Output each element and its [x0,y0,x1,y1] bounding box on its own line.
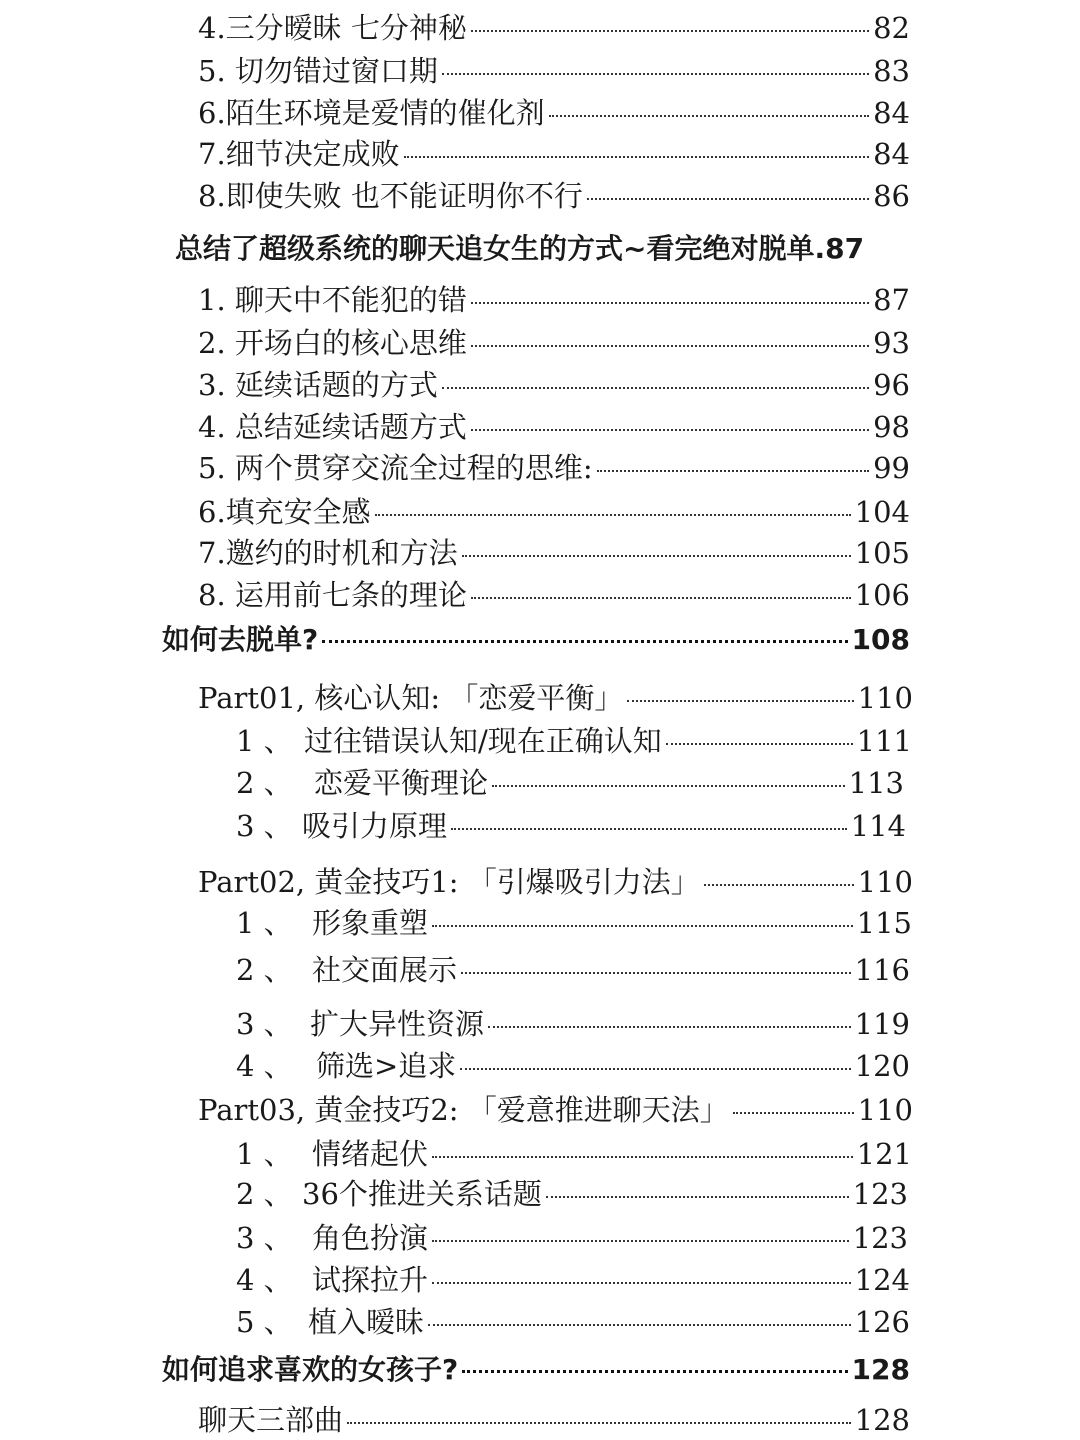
toc-entry-page: 98 [873,410,910,444]
toc-entry [236,1262,910,1298]
toc-entry-title: 7.细节决定成败 [198,137,400,171]
toc-section-heading [162,622,910,658]
toc-part-title: Part01, 核心认知: 「恋爱平衡」 [198,681,624,715]
dot-leader [462,1370,847,1373]
toc-entry [198,494,910,530]
toc-entry [198,1402,910,1438]
toc-entry-title: 情绪起伏 [312,1137,429,1171]
toc-entry [198,450,910,486]
toc-entry-page: 104 [854,495,910,529]
dot-leader [461,972,851,974]
dot-leader [587,198,869,200]
toc-part-heading [198,680,913,716]
toc-entry-title: 2. 开场白的核心思维 [198,326,467,360]
toc-entry-title: 吸引力原理 [302,809,448,843]
dot-leader [471,30,869,32]
dot-leader [471,597,851,599]
toc-entry-title: 筛选>追求 [316,1049,457,1083]
toc-entry-page: 123 [852,1177,908,1211]
dot-leader [432,1156,853,1158]
toc-entry-page: 124 [854,1263,910,1297]
toc-entry-title: 聊天三部曲 [198,1403,344,1437]
toc-entry-page: 106 [854,578,910,612]
toc-section-title: 如何去脱单? [162,623,319,656]
toc-entry-page: 123 [852,1221,908,1255]
toc-entry [236,1304,910,1340]
dot-leader [666,743,853,745]
toc-entry-title: 恋爱平衡理论 [314,766,489,800]
toc-entry [198,535,910,571]
toc-entry-title: 36个推进关系话题 [302,1177,542,1211]
toc-entry-page: 86 [873,179,910,213]
toc-section-title: 如何追求喜欢的女孩子? [162,1353,459,1386]
dot-leader [375,514,851,516]
toc-entry [198,178,910,214]
toc-section-heading [162,1352,910,1388]
toc-entry [236,952,910,988]
toc-entry-number: 1 、 [236,906,293,940]
toc-entry-title: 5. 两个贯穿交流全过程的思维: [198,451,593,485]
toc-entry-page: 121 [856,1137,912,1171]
toc-entry [236,1176,908,1212]
toc-entry-title: 3. 延续话题的方式 [198,368,438,402]
toc-entry [236,1136,912,1172]
toc-section-page: 108 [851,623,910,656]
toc-section-title: 总结了超级系统的聊天追女生的方式~看完绝对脱单.87 [175,232,865,265]
toc-part-title: Part02, 黄金技巧1: 「引爆吸引力法」 [198,865,700,899]
toc-entry-number: 3 、 [236,1007,293,1041]
toc-entry-page: 120 [854,1049,910,1083]
toc-entry-title: 形象重塑 [312,906,429,940]
toc-entry-title: 4. 总结延续话题方式 [198,410,467,444]
toc-entry-page: 114 [850,809,906,843]
toc-entry-title: 8.即使失败 也不能证明你不行 [198,179,583,213]
toc-section-heading [175,231,935,267]
toc-entry [198,282,910,318]
toc-entry [198,409,910,445]
toc-entry [236,808,906,844]
toc-entry-page: 96 [873,368,910,402]
dot-leader [442,73,869,75]
toc-part-page: 110 [857,865,913,899]
toc-entry-number: 4 、 [236,1263,293,1297]
toc-entry-page: 111 [856,724,912,758]
toc-entry-page: 115 [856,906,912,940]
dot-leader [546,1196,849,1198]
toc-entry-title: 4.三分暧昧 七分神秘 [198,11,467,45]
toc-entry-title: 扩大异性资源 [310,1007,485,1041]
dot-leader [432,1240,849,1242]
toc-entry [236,1220,908,1256]
toc-entry-page: 128 [854,1403,910,1437]
dot-leader [597,470,869,472]
toc-entry-title: 8. 运用前七条的理论 [198,578,467,612]
dot-leader [471,345,869,347]
toc-entry [198,95,910,131]
toc-entry-number: 3 、 [236,809,293,843]
toc-entry-page: 83 [873,54,910,88]
dot-leader [451,828,847,830]
toc-entry-number: 2 、 [236,953,293,987]
toc-entry [198,53,910,89]
toc-entry-title: 植入暧昧 [308,1305,425,1339]
toc-entry-page: 119 [854,1007,910,1041]
toc-entry [198,10,910,46]
toc-part-heading [198,1092,913,1128]
dot-leader [442,387,869,389]
dot-leader [488,1026,851,1028]
toc-entry-page: 116 [854,953,910,987]
toc-entry-title: 角色扮演 [312,1221,429,1255]
toc-entry-title: 试探拉升 [312,1263,429,1297]
toc-entry-page: 87 [873,283,910,317]
toc-entry-page: 84 [873,137,910,171]
toc-entry-number: 1 、 [236,724,293,758]
toc-part-heading [198,864,913,900]
toc-entry-page: 113 [848,766,904,800]
toc-entry [198,136,910,172]
toc-entry [236,723,912,759]
toc-entry-title: 6.陌生环境是爱情的催化剂 [198,96,545,130]
toc-part-title: Part03, 黄金技巧2: 「爱意推进聊天法」 [198,1093,729,1127]
toc-entry-title: 社交面展示 [312,953,458,987]
toc-entry [198,325,910,361]
dot-leader [432,925,853,927]
toc-entry [198,577,910,613]
toc-entry-number: 2 、 [236,1177,293,1211]
toc-entry-number: 1 、 [236,1137,293,1171]
toc-entry-number: 2 、 [236,766,293,800]
dot-leader [322,640,847,643]
dot-leader [432,1282,851,1284]
toc-entry-page: 84 [873,96,910,130]
toc-entry-number: 3 、 [236,1221,293,1255]
toc-entry [236,1048,910,1084]
toc-entry-title: 5. 切勿错过窗口期 [198,54,438,88]
toc-entry-number: 5 、 [236,1305,293,1339]
toc-part-page: 110 [857,1093,913,1127]
toc-section-page: 128 [851,1353,910,1386]
toc-entry [198,367,910,403]
toc-entry-page: 93 [873,326,910,360]
dot-leader [492,785,845,787]
toc-entry-page: 99 [873,451,910,485]
toc-entry-number: 4 、 [236,1049,293,1083]
dot-leader [404,156,869,158]
toc-entry [236,905,912,941]
dot-leader [428,1324,851,1326]
toc-entry-title: 7.邀约的时机和方法 [198,536,458,570]
toc-entry-title: 过往错误认知/现在正确认知 [304,724,662,758]
dot-leader [627,700,853,702]
toc-entry-page: 105 [854,536,910,570]
dot-leader [471,302,869,304]
toc-entry-title: 1. 聊天中不能犯的错 [198,283,467,317]
toc-part-page: 110 [857,681,913,715]
dot-leader [733,1112,854,1114]
dot-leader [462,555,851,557]
dot-leader [704,884,854,886]
toc-entry-page: 126 [854,1305,910,1339]
dot-leader [347,1422,851,1424]
dot-leader [549,115,869,117]
toc-entry-title: 6.填充安全感 [198,495,371,529]
toc-entry [236,765,904,801]
toc-entry [236,1006,910,1042]
dot-leader [460,1068,850,1070]
dot-leader [471,429,869,431]
toc-entry-page: 82 [873,11,910,45]
